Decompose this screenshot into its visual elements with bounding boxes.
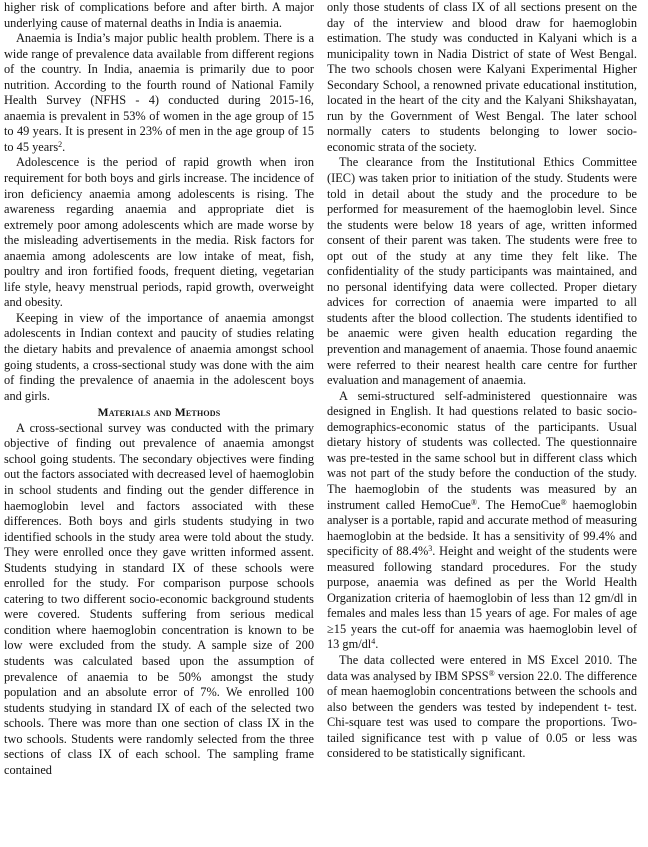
paragraph-ethics: The clearance from the Institutional Ethics Committee (IEC) was taken prior to initiation of the study. Students were told in detail about the study and the procedure to be performed for measurement of the haemoglobin level. Since the students were below 18 years of age, written informed consent of their parent was taken. The students were free to opt out of the study at any time they felt like. The confidentiality of the study participants was maintained, and no personal identifying data were collected. Proper dietary advices for correction of anaemia were imparted to all students after the blood collection. The students identified to be anaemic were given health education regarding the prevention and management of anaemia. Those found anaemic were referred to their nearest health care centre for further evaluation and management of anaemia.: [327, 155, 637, 388]
registered-mark: ®: [488, 668, 495, 678]
paragraph-questionnaire: [327, 389, 637, 653]
registered-mark: ®: [470, 497, 477, 507]
questionnaire-text-e: .: [375, 637, 379, 652]
paragraph-adolescence: Adolescence is the period of rapid growth when iron requirement for both boys and girls increase. The incidence of iron deficiency anaemia among adolescents is rising. The awareness regarding anaemia and appropriate diet is extremely poor among adolescents which are made worse by the misleading advertisements in the media. Risk factors for anaemia among adolescents are low intake of meat, fish, poultry and iron fortified foods, frequent dieting, vegetarian life style, heavy menstrual periods, rapid growth, overweight and obesity.: [4, 155, 314, 310]
paragraph-study-setting: only those students of class IX of all sections present on the day of the interview and blood draw for haemoglobin estimation. The study was conducted in Kalyani which is a municipality town in Nadia District of state of West Bengal. The two schools chosen were Kalyani Experimental Higher Secondary School, a renowned private educational institution, located in the heart of the city and the Kalyani Shikshayatan, run by the Government of West Bengal. The later school normally caters to students belonging to lower socio-economic strata of the society.: [327, 0, 637, 154]
section-heading-materials-methods: Materials and Methods: [97, 406, 221, 420]
paragraph-study-aim: Keeping in view of the importance of anaemia amongst adolescents in Indian context and paucity of studies relating the dietary habits and prevalence of anaemia amongst school going students, a cross-sectional study was done with the aim of finding the prevalence of anaemia in the adolescent boys and girls.: [4, 310, 314, 403]
paragraph-anaemia-india-text: Anaemia is India’s major public health problem. There is a wide range of prevalence data available from different regions of the country. In India, anaemia is primarily due to poor nutrition. According to the fourth round of National Family Health Survey (NFHS - 4) conducted during 2015-16, anaemia is prevalent in 53% of women in the age group of 15 to 49 years. It is present in 23% of men in the age group of 15 to 45 years: [4, 31, 314, 154]
paragraph-anaemia-india-end: .: [62, 139, 66, 154]
questionnaire-text-c: haemoglobin analyser is a portable, rapid and accurate method of measuring haemoglobin at the bedside. It has a sensitivity of 99.4% and specificity of 88.4%: [327, 497, 637, 559]
questionnaire-text-a: A semi-structured self-administered questionnaire was designed in English. It had questions related to basic socio-demographics-economic status of the participants. Usual dietary history of students was collected. The questionnaire was pre-tested in the same school but in different class which was not part of the study before the conduction of the study. The haemoglobin of the students was measured by an instrument called HemoCue: [327, 388, 637, 512]
paragraph-maternal-risk: higher risk of complications before and after birth. A major underlying cause of maternal deaths in India is anaemia.: [4, 0, 314, 30]
questionnaire-text-d: . Height and weight of the students were measured following standard procedures. For the study purpose, anaemia was defined as per the World Health Organization criteria of haemoglobin of less than 12 gm/dl in females and males less than 15 years of age. For males of age ≥15 years the cut-off for anaemia was haemoglobin level of 13 gm/dl: [327, 544, 637, 652]
citation-3: 3: [428, 544, 433, 554]
questionnaire-text-b: . The HemoCue: [476, 497, 561, 512]
paragraph-survey-design: A cross-sectional survey was conducted with the primary objective of finding out prevalence of anaemia amongst school going students. The secondary objectives were finding out the factors associated with decreased level of haemoglobin in school students and finding out the gender difference in haemoglobin level and factors associated with these differences. Both boys and girls students studying in two identified schools in the study area were told about the study. They were enrolled once they gave written informed assent. Students studying in standard IX of these schools were enrolled for the study. For comparison purpose schools catering to two different socio-economic background students were covered. Students suffering from serious medical condition where haemoglobin concentration is known to be low were excluded from the study. A sample size of 200 students was calculated based upon the assumption of prevalence of anaemia to be 50% amongst the study population and an absolute error of 7%. We enrolled 100 students studying in standard IX of each of the selected two schools. There was more than one section of class IX in the two schools. Students were randomly selected from the three sections of class IX of each school. The sampling frame contained: [4, 420, 314, 777]
paragraph-statistics: [327, 653, 637, 762]
registered-mark: ®: [560, 497, 567, 507]
statistics-text-b: version 22.0. The difference of mean haemoglobin concentrations between the schools and also between the genders was tested by independent t- test. Chi-square test was used to compare the proportions. Two-tailed significance test with p value of 0.05 or less was considered to be statistically significant.: [327, 668, 637, 761]
left-column: [4, 0, 314, 778]
citation-4: 4: [371, 637, 376, 647]
paragraph-anaemia-india: [4, 31, 314, 155]
citation-2: 2: [58, 139, 63, 149]
statistics-text-a: The data collected were entered in MS Excel 2010. The data was analysed by IBM SPSS: [327, 652, 637, 683]
right-column: [327, 0, 637, 762]
